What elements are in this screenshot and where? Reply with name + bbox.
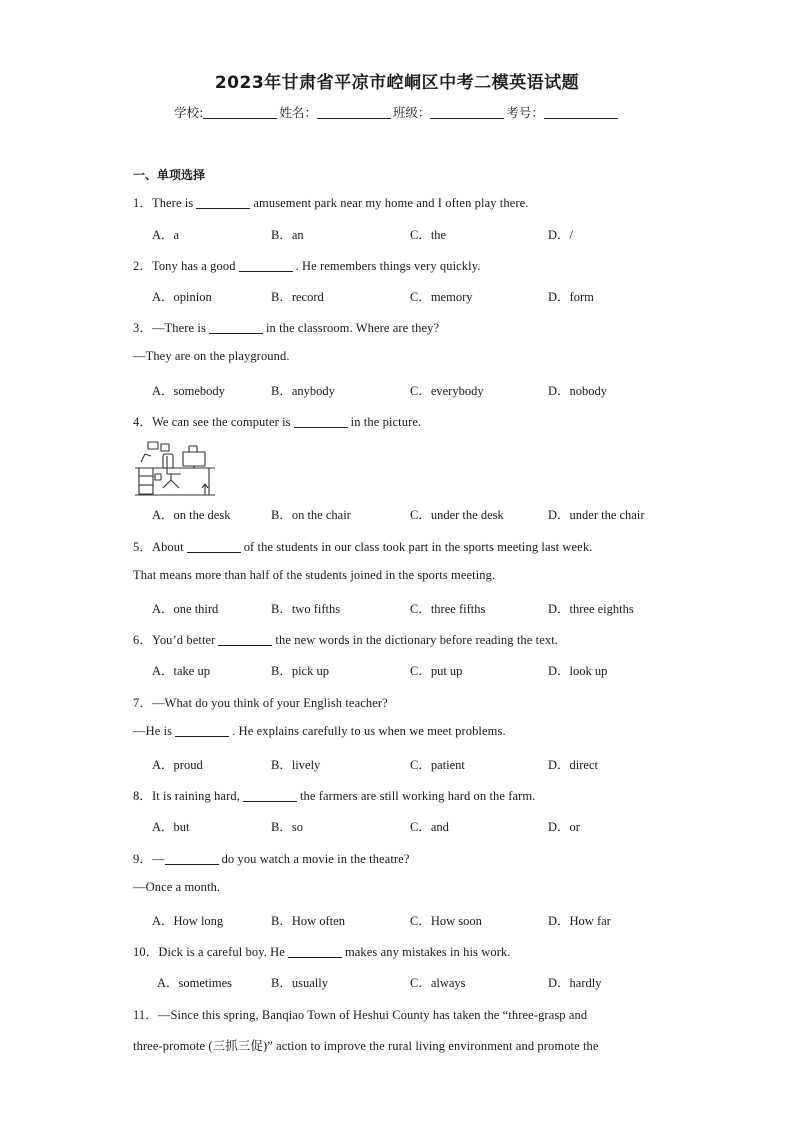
question-text: do you watch a movie in the theatre?: [221, 852, 410, 866]
option-b[interactable]: B．anybody: [271, 384, 335, 398]
question-5-options: [152, 599, 692, 615]
question-10: [133, 942, 673, 960]
option-d[interactable]: D．/: [548, 228, 574, 242]
option-a[interactable]: A．take up: [152, 664, 210, 678]
question-text: makes any mistakes in his work.: [344, 945, 511, 959]
option-b[interactable]: B．two fifths: [271, 602, 341, 616]
option-b[interactable]: B．How often: [271, 914, 345, 928]
option-c[interactable]: C．memory: [410, 290, 473, 304]
answer-blank: [294, 415, 348, 428]
question-number: 2．: [133, 259, 152, 273]
student-info-line: [0, 103, 794, 121]
option-a[interactable]: A．on the desk: [152, 508, 231, 522]
option-a[interactable]: A．a: [152, 228, 180, 242]
question-text: —He is: [133, 724, 173, 738]
question-number: 10．: [133, 945, 159, 959]
answer-blank: [187, 540, 241, 553]
option-b[interactable]: B．an: [271, 228, 304, 242]
class-label: 班级：: [392, 105, 431, 120]
question-text: the farmers are still working hard on the farm.: [299, 789, 536, 803]
answer-blank: [196, 196, 250, 209]
drawer-unit: [139, 468, 153, 494]
question-text: About: [151, 540, 184, 554]
plant-icon: [202, 484, 208, 495]
question-text: —There is: [151, 321, 206, 335]
option-c[interactable]: C．three fifths: [410, 602, 486, 616]
question-text: We can see the computer is: [151, 415, 291, 429]
question-5-line-2: That means more than half of the students joined in the sports meeting.: [133, 568, 496, 582]
question-8: [133, 786, 673, 804]
question-4: [133, 412, 673, 430]
question-3: [133, 318, 673, 336]
wall-frame-icon: [189, 446, 197, 452]
option-b[interactable]: B．record: [271, 290, 324, 304]
answer-blank: [243, 789, 297, 802]
answer-blank: [218, 633, 272, 646]
option-c[interactable]: C．patient: [410, 758, 465, 772]
question-7-options: [152, 755, 692, 771]
question-text: —: [151, 852, 165, 866]
option-d[interactable]: D．form: [548, 290, 594, 304]
page-title: 2023年甘肃省平凉市崆峒区中考二模英语试题: [214, 73, 580, 93]
question-2-options: [152, 287, 692, 303]
question-text: There is: [151, 196, 194, 210]
option-c[interactable]: C．and: [410, 820, 449, 834]
question-number: 11．: [133, 1008, 158, 1022]
option-d[interactable]: D．look up: [548, 664, 608, 678]
question-text: Tony has a good: [151, 259, 236, 273]
name-label: 姓名：: [279, 105, 317, 120]
question-9-options: [152, 911, 692, 927]
option-d[interactable]: D．How far: [548, 914, 611, 928]
question-2: [133, 256, 673, 274]
question-text: It is raining hard,: [151, 789, 240, 803]
question-1: [133, 193, 673, 211]
desk-computer-illustration: [133, 440, 217, 496]
question-9: [133, 849, 673, 867]
office-chair-icon: [163, 456, 181, 488]
question-text: of the students in our class took part in the sports meeting last week.: [243, 540, 593, 554]
question-text: in the picture.: [350, 415, 422, 429]
question-5: [133, 537, 673, 555]
question-number: 1．: [133, 196, 152, 210]
question-text: . He remembers things very quickly.: [295, 259, 481, 273]
option-c[interactable]: C．put up: [410, 664, 463, 678]
class-blank: [430, 106, 504, 119]
option-a[interactable]: A．but: [152, 820, 190, 834]
option-c[interactable]: C．everybody: [410, 384, 484, 398]
question-text: . He explains carefully to us when we meet problems.: [232, 724, 506, 738]
option-c[interactable]: C．always: [410, 976, 466, 990]
option-d[interactable]: D．hardly: [548, 976, 602, 990]
question-text: You’d better: [151, 633, 216, 647]
answer-blank: [175, 724, 229, 737]
question-text: amusement park near my home and I often play there.: [253, 196, 529, 210]
option-b[interactable]: B．so: [271, 820, 303, 834]
option-c[interactable]: C．under the desk: [410, 508, 504, 522]
question-number: 8．: [133, 789, 152, 803]
question-7: [133, 693, 673, 711]
option-b[interactable]: B．lively: [271, 758, 321, 772]
question-8-options: [152, 817, 692, 833]
name-blank: [317, 106, 391, 119]
question-11: [133, 1005, 673, 1023]
option-b[interactable]: B．usually: [271, 976, 328, 990]
option-a[interactable]: A．somebody: [152, 384, 225, 398]
question-text: Dick is a careful boy. He: [158, 945, 285, 959]
number-blank: [544, 106, 618, 119]
option-a[interactable]: A．sometimes: [157, 976, 232, 990]
question-6-options: [152, 661, 692, 677]
question-number: 9．: [133, 852, 152, 866]
question-number: 5．: [133, 540, 152, 554]
answer-blank: [209, 321, 263, 334]
option-d[interactable]: D．direct: [548, 758, 598, 772]
question-text: —Since this spring, Banqiao Town of Heshui County has taken the “three-grasp and: [157, 1008, 588, 1022]
question-4-options: [152, 505, 692, 521]
computer-monitor-icon: [183, 452, 205, 466]
option-c[interactable]: C．How soon: [410, 914, 482, 928]
question-text: —What do you think of your English teacher?: [151, 696, 388, 710]
section-title: 一、单项选择: [133, 168, 206, 182]
question-11-line-2: three-promote (三抓三促)” action to improve the rural living environment and promote the: [133, 1039, 599, 1053]
question-text: in the classroom. Where are they?: [265, 321, 440, 335]
wall-frame-icon: [148, 442, 158, 449]
option-d[interactable]: D．or: [548, 820, 580, 834]
option-b[interactable]: B．on the chair: [271, 508, 351, 522]
question-number: 4．: [133, 415, 152, 429]
school-label: 学校:: [174, 105, 204, 120]
question-1-options: [152, 225, 692, 241]
number-label: 考号：: [506, 105, 544, 120]
option-b[interactable]: B．pick up: [271, 664, 329, 678]
option-a[interactable]: A．How long: [152, 914, 224, 928]
question-number: 3．: [133, 321, 152, 335]
option-d[interactable]: D．under the chair: [548, 508, 645, 522]
question-10-options: [157, 973, 697, 989]
question-3-options: [152, 381, 692, 397]
question-number: 7．: [133, 696, 152, 710]
question-number: 6．: [133, 633, 152, 647]
school-blank: [203, 106, 277, 119]
question-6: [133, 630, 673, 648]
question-text: the new words in the dictionary before reading the text.: [275, 633, 559, 647]
desk-lamp-icon: [141, 454, 151, 462]
option-d[interactable]: D．nobody: [548, 384, 608, 398]
answer-blank: [239, 259, 293, 272]
option-d[interactable]: D．three eighths: [548, 602, 634, 616]
wall-frame-icon: [161, 444, 169, 451]
question-9-line-2: —Once a month.: [133, 880, 221, 894]
option-c[interactable]: C．the: [410, 228, 447, 242]
option-a[interactable]: A．opinion: [152, 290, 212, 304]
answer-blank: [165, 852, 219, 865]
option-a[interactable]: A．one third: [152, 602, 219, 616]
question-7-line-2: [133, 724, 673, 739]
answer-blank: [288, 945, 342, 958]
question-3-line-2: —They are on the playground.: [133, 349, 290, 363]
option-a[interactable]: A．proud: [152, 758, 203, 772]
